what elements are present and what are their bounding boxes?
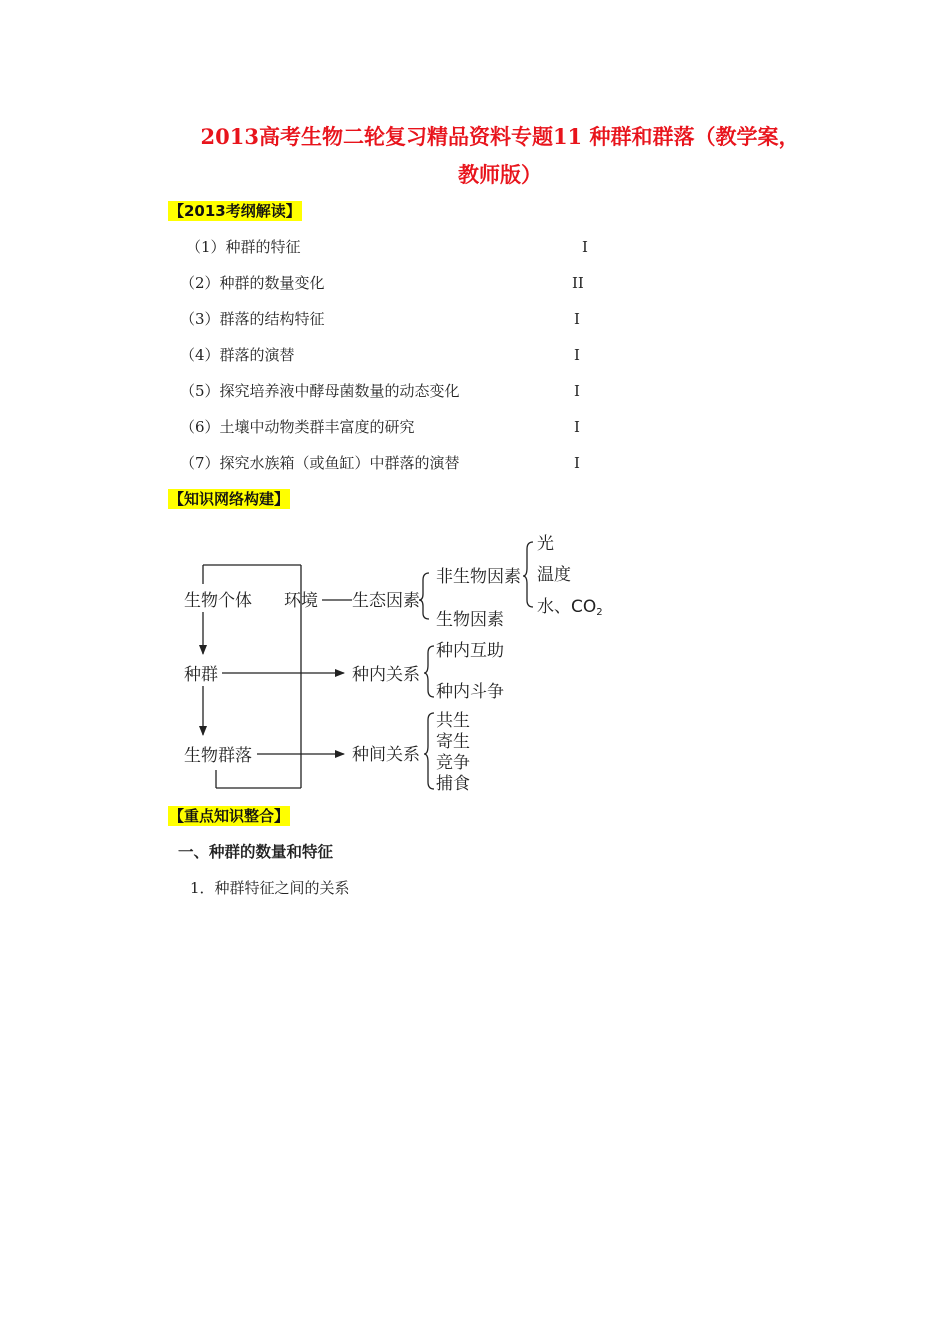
brace-intra <box>424 646 434 697</box>
label-intra: 种内关系 <box>352 665 420 685</box>
label-predation: 捕食 <box>436 774 470 794</box>
heading-population-quantity: 一、种群的数量和特征 <box>178 843 334 861</box>
label-environment: 环境 <box>284 591 318 611</box>
brace-inter <box>424 713 434 789</box>
label-eco-factor: 生态因素 <box>352 591 420 611</box>
label-inter: 种间关系 <box>352 745 420 765</box>
label-biotic: 生物因素 <box>436 610 504 630</box>
label-individual: 生物个体 <box>184 591 252 611</box>
syllabus-level-5: I <box>574 382 580 400</box>
syllabus-item-3: （3）群落的结构特征 <box>180 310 325 328</box>
label-intra-fight: 种内斗争 <box>436 682 504 702</box>
doc-title-line2: 教师版） <box>458 162 542 187</box>
syllabus-item-6: （6）土壤中动物类群丰富度的研究 <box>180 418 415 436</box>
syllabus-level-6: I <box>574 418 580 436</box>
syllabus-level-1: I <box>582 238 588 256</box>
label-light: 光 <box>537 534 554 554</box>
brace-abiotic <box>523 542 533 607</box>
item-population-relations: 1．种群特征之间的关系 <box>190 879 350 897</box>
syllabus-level-7: I <box>574 454 580 472</box>
label-population: 种群 <box>184 665 218 685</box>
syllabus-item-7: （7）探究水族箱（或鱼缸）中群落的演替 <box>180 454 460 472</box>
label-parasitism: 寄生 <box>436 732 470 752</box>
section-key-knowledge: 【重点知识整合】 <box>169 807 290 825</box>
syllabus-item-5: （5）探究培养液中酵母菌数量的动态变化 <box>180 382 460 400</box>
section-network: 【知识网络构建】 <box>169 490 290 508</box>
syllabus-level-2: II <box>572 274 584 292</box>
syllabus-level-4: I <box>574 346 580 364</box>
section-kaogang: 【2013考纲解读】 <box>169 202 301 220</box>
label-community: 生物群落 <box>184 746 252 766</box>
label-competition: 竞争 <box>436 753 470 773</box>
syllabus-level-3: I <box>574 310 580 328</box>
syllabus-item-2: （2）种群的数量变化 <box>180 274 325 292</box>
label-intra-help: 种内互助 <box>436 641 504 661</box>
syllabus-item-1: （1）种群的特征 <box>186 238 301 256</box>
label-abiotic: 非生物因素 <box>436 567 521 587</box>
brace-eco <box>419 573 429 619</box>
label-symbiosis: 共生 <box>436 711 470 731</box>
doc-title-line1: 2013高考生物二轮复习精品资料专题11 种群和群落（教学案， <box>200 124 800 149</box>
label-temperature: 温度 <box>537 565 571 585</box>
label-water-co2: 水、CO2 <box>537 597 603 618</box>
syllabus-item-4: （4）群落的演替 <box>180 346 295 364</box>
